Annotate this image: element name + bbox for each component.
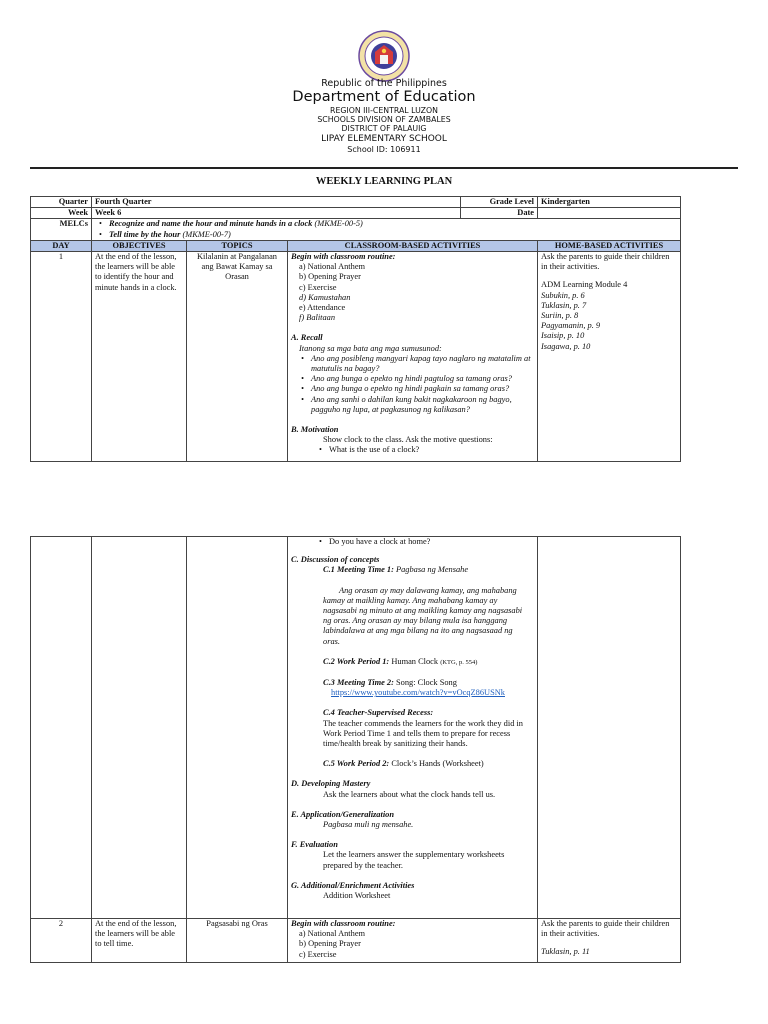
grade-level-value: Kindergarten [538,197,681,208]
weekly-plan-table [30,196,681,462]
home-item: Pagyamanin, p. 9 [541,321,601,331]
c2-reference: (KTG, p. 554) [440,658,478,666]
recall-question: • Ano ang posibleng mangyari kapag tayo naglaro ng matatalim at matutulis na bagay? [297,354,534,374]
enrichment-title: G. Additional/Enrichment Activities [291,880,415,890]
weekly-plan-table-continued [30,536,681,963]
c5-label: C.5 Work Period 2: [323,759,390,769]
region-line: REGION III-CENTRAL LUZON [330,106,438,115]
col-topics: TOPICS [187,240,288,251]
melcs-label: MELCs [31,219,92,240]
application-title: E. Application/Generalization [291,809,394,819]
routine-item: b) Opening Prayer [299,272,361,282]
week-label: Week [31,208,92,219]
classroom-activities-cell [288,537,538,919]
routine-item: b) Opening Prayer [299,939,361,949]
day1-continued-row [31,537,681,919]
recall-question: • Ano ang bunga o epekto ng hindi pagkain sa tamang oras? [297,384,534,394]
quarter-label: Quarter [31,197,92,208]
objective-cell: At the end of the lesson, the learners will be able to tell time. [92,919,187,963]
recall-question: • Ano ang bunga o epekto ng hindi pagtulog sa tamang oras? [297,374,534,384]
c3-value: Song: Clock Song [395,678,457,688]
recall-intro: Itanong sa mga bata ang mga sumusunod: [299,343,442,353]
routine-item: a) National Anthem [299,929,366,939]
week-row [31,208,681,219]
enrichment-text: Addition Worksheet [323,891,391,901]
routine-item: a) National Anthem [299,262,366,272]
evaluation-title: F. Evaluation [291,840,338,850]
date-label: Date [461,208,538,219]
col-day: DAY [31,240,92,251]
topic-cell [187,537,288,919]
school-id: School ID: 106911 [347,145,421,154]
department-name: Department of Education [292,89,476,105]
melcs-list [92,219,681,240]
date-value [538,208,681,219]
objective-cell: At the end of the lesson, the learners will be able to identify the hour and minute hands in a clock. [92,252,187,462]
routine-title: Begin with classroom routine: [291,252,396,262]
republic-line: Republic of the Philippines [321,78,447,89]
home-item: Suriin, p. 8 [541,311,579,321]
day-number: 1 [31,252,92,462]
home-activities-cell [538,919,681,963]
home-intro: Ask the parents to guide their children in their activities. [541,252,670,272]
home-item: Tuklasin, p. 7 [541,300,587,310]
day-number [31,537,92,919]
developing-mastery-title: D. Developing Mastery [291,779,371,789]
melc-item: • Recognize and name the hour and minute hands in a clock (MKME-00-5) [95,219,677,229]
home-module: ADM Learning Module 4 [541,280,628,290]
column-header-row [31,240,681,251]
c4-label: C.4 Teacher-Supervised Recess: [323,708,434,718]
motivation-question: • Do you have a clock at home? [315,537,534,547]
routine-item: f) Balitaan [299,313,336,323]
home-activities-cell [538,252,681,462]
topic-cell: Kilalanin at Pangalanan ang Bawat Kamay sa Orasan [187,252,288,462]
c5-value: Clock’s Hands (Worksheet) [391,759,484,769]
home-item: Isagawa, p. 10 [541,341,591,351]
day1-row [31,252,681,462]
classroom-activities-cell [288,919,538,963]
routine-item: e) Attendance [299,303,346,313]
home-activities-cell [538,537,681,919]
motivation-text: Show clock to the class. Ask the motive questions: [323,435,493,445]
day2-row [31,919,681,963]
motivation-question: • What is the use of a clock? [315,445,534,455]
home-item: Subukin, p. 6 [541,290,585,300]
week-value: Week 6 [92,208,461,219]
c1-label: C.1 Meeting Time 1: [323,565,394,575]
col-objectives: OBJECTIVES [92,240,187,251]
col-home-activities: HOME-BASED ACTIVITIES [538,240,681,251]
topic-cell: Pagsasabi ng Oras [187,919,288,963]
grade-level-label: Grade Level [461,197,538,208]
home-item: Isaisip, p. 10 [541,331,585,341]
melcs-row [31,219,681,240]
home-item: Tuklasin, p. 11 [541,947,590,957]
routine-item: c) Exercise [299,949,337,959]
c4-text: The teacher commends the learners for the work they did in Work Period Time 1 and tells them to prepare for recess time/health break by sanitizing their hands. [323,718,523,749]
col-classroom-activities: CLASSROOM-BASED ACTIVITIES [288,240,538,251]
application-text: Pagbasa muli ng mensahe. [323,820,414,830]
routine-title: Begin with classroom routine: [291,919,396,928]
c3-label: C.3 Meeting Time 2: [323,678,394,688]
page-title: WEEKLY LEARNING PLAN [315,176,453,187]
quarter-value: Fourth Quarter [92,197,461,208]
district-line: DISTRICT OF PALAUIG [341,124,427,133]
quarter-row [31,197,681,208]
day-number: 2 [31,919,92,963]
recall-title: A. Recall [291,333,323,343]
routine-item: d) Kamustahan [299,292,351,302]
evaluation-text: Let the learners answer the supplementary worksheets prepared by the teacher. [323,850,505,870]
recall-question: • Ano ang sanhi o dahilan kung bakit nagkakaroon ng bagyo, pagguho ng lupa, at pagkasunog ng kalikasan? [297,395,534,415]
classroom-activities-cell [288,252,538,462]
routine-item: c) Exercise [299,282,337,292]
objective-cell [92,537,187,919]
header-divider [30,167,738,169]
c2-label: C.2 Work Period 1: [323,656,390,666]
home-intro: Ask the parents to guide their children in their activities. [541,919,670,939]
clock-song-link[interactable]: https://www.youtube.com/watch?v=vOcqZ86USNk [331,688,505,698]
c1-paragraph: Ang orasan ay may dalawang kamay, ang mahabang kamay at maikling kamay. Ang mahabang kamay ay nagsasabi ng minuto at ang maikling kamay ang nagsasabi ng oras. Ang orasan ay may bilang mula isa hanggang labindalawa at ang mga bilang na ito ang nagsasaad ng oras. [323,585,523,646]
deped-seal-icon [358,30,410,82]
c1-value: Pagbasa ng Mensahe [395,565,469,575]
school-name: LIPAY ELEMENTARY SCHOOL [321,134,447,144]
division-line: SCHOOLS DIVISION OF ZAMBALES [317,115,451,124]
c2-value: Human Clock [391,656,439,666]
motivation-title: B. Motivation [291,425,339,435]
discussion-title: C. Discussion of concepts [291,555,380,565]
developing-mastery-text: Ask the learners about what the clock hands tell us. [323,789,496,799]
melc-item: • Tell time by the hour (MKME-00-7) [95,230,677,240]
